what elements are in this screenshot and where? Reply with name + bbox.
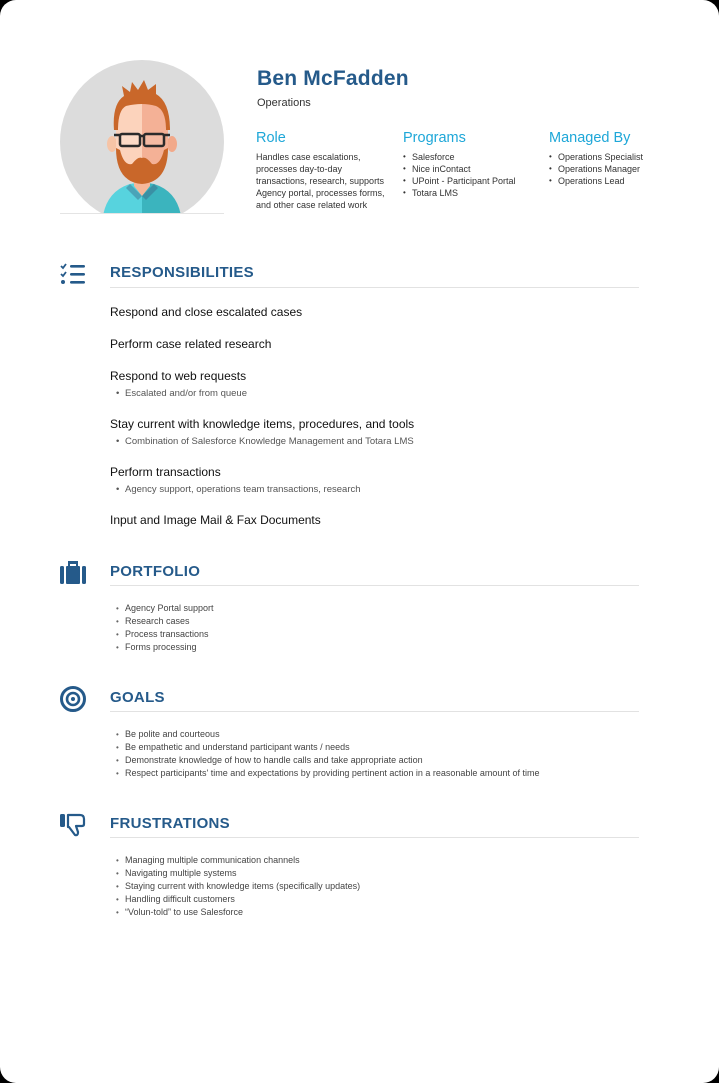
section-divider bbox=[110, 711, 639, 712]
list-item: • Research cases bbox=[116, 615, 214, 628]
programs-column bbox=[403, 130, 533, 199]
role-title: Role bbox=[256, 130, 286, 146]
avatar-underline bbox=[60, 213, 224, 214]
section-title-frustrations: FRUSTRATIONS bbox=[110, 815, 230, 832]
list-item: • Process transactions bbox=[116, 628, 214, 641]
avatar-circle bbox=[60, 60, 224, 224]
responsibility-item bbox=[110, 465, 361, 495]
portfolio-list bbox=[116, 602, 214, 654]
list-item: • Agency Portal support bbox=[116, 602, 214, 615]
briefcase-icon bbox=[60, 560, 86, 586]
responsibility-heading: Input and Image Mail & Fax Documents bbox=[110, 513, 321, 527]
list-item: • Operations Specialist bbox=[549, 151, 689, 163]
responsibility-heading: Respond to web requests bbox=[110, 369, 247, 383]
section-title-responsibilities: RESPONSIBILITIES bbox=[110, 264, 254, 281]
responsibility-item bbox=[110, 337, 271, 351]
section-title-portfolio: PORTFOLIO bbox=[110, 563, 201, 580]
list-item: • “Volun-told” to use Salesforce bbox=[116, 906, 360, 919]
responsibility-heading: Stay current with knowledge items, procedures, and tools bbox=[110, 417, 415, 431]
frustrations-list bbox=[116, 854, 360, 919]
section-divider bbox=[110, 837, 639, 838]
programs-title: Programs bbox=[403, 130, 466, 146]
thumbs-down-icon bbox=[60, 812, 86, 838]
list-item: • UPoint - Participant Portal bbox=[403, 175, 533, 187]
responsibility-item bbox=[110, 305, 302, 319]
list-item: • Be empathetic and understand participant wants / needs bbox=[116, 741, 539, 754]
list-item: • Staying current with knowledge items (specifically updates) bbox=[116, 880, 360, 893]
managed-by-title: Managed By bbox=[549, 130, 631, 146]
list-item: • Forms processing bbox=[116, 641, 214, 654]
role-column bbox=[256, 130, 386, 211]
avatar bbox=[60, 60, 224, 214]
list-item: • Nice inContact bbox=[403, 163, 533, 175]
target-icon bbox=[60, 686, 86, 712]
managed-by-column bbox=[549, 130, 689, 187]
responsibility-item bbox=[110, 417, 414, 447]
list-item: • Operations Manager bbox=[549, 163, 689, 175]
section-title-goals: GOALS bbox=[110, 689, 165, 706]
bearded-man-icon bbox=[60, 60, 224, 224]
responsibility-item bbox=[110, 513, 321, 527]
programs-list bbox=[403, 151, 533, 199]
responsibility-heading: Perform case related research bbox=[110, 337, 272, 351]
list-item: • Navigating multiple systems bbox=[116, 867, 360, 880]
managed-by-list bbox=[549, 151, 689, 187]
responsibility-heading: Perform transactions bbox=[110, 465, 221, 479]
persona-name: Ben McFadden bbox=[257, 67, 409, 90]
section-divider bbox=[110, 287, 639, 288]
section-divider bbox=[110, 585, 639, 586]
list-item: • Handling difficult customers bbox=[116, 893, 360, 906]
persona-department: Operations bbox=[257, 97, 311, 109]
list-item: • Managing multiple communication channels bbox=[116, 854, 360, 867]
responsibility-detail: • Combination of Salesforce Knowledge Management and Totara LMS bbox=[110, 436, 414, 447]
list-item: • Salesforce bbox=[403, 151, 533, 163]
responsibility-detail: • Agency support, operations team transactions, research bbox=[110, 484, 361, 495]
list-item: • Be polite and courteous bbox=[116, 728, 539, 741]
list-item: • Respect participants' time and expectations by providing pertinent action in a reasonable amount of time bbox=[116, 767, 539, 780]
role-description: Handles case escalations, processes day-to-day transactions, research, supports Agency portal, processes forms, and other case related work bbox=[256, 152, 385, 210]
list-item: • Demonstrate knowledge of how to handle calls and take appropriate action bbox=[116, 754, 539, 767]
goals-list bbox=[116, 728, 539, 780]
list-item: • Totara LMS bbox=[403, 187, 533, 199]
responsibility-detail: • Escalated and/or from queue bbox=[110, 388, 247, 399]
responsibility-item bbox=[110, 369, 247, 399]
checklist-icon bbox=[60, 262, 86, 288]
list-item: • Operations Lead bbox=[549, 175, 689, 187]
responsibility-heading: Respond and close escalated cases bbox=[110, 305, 303, 319]
